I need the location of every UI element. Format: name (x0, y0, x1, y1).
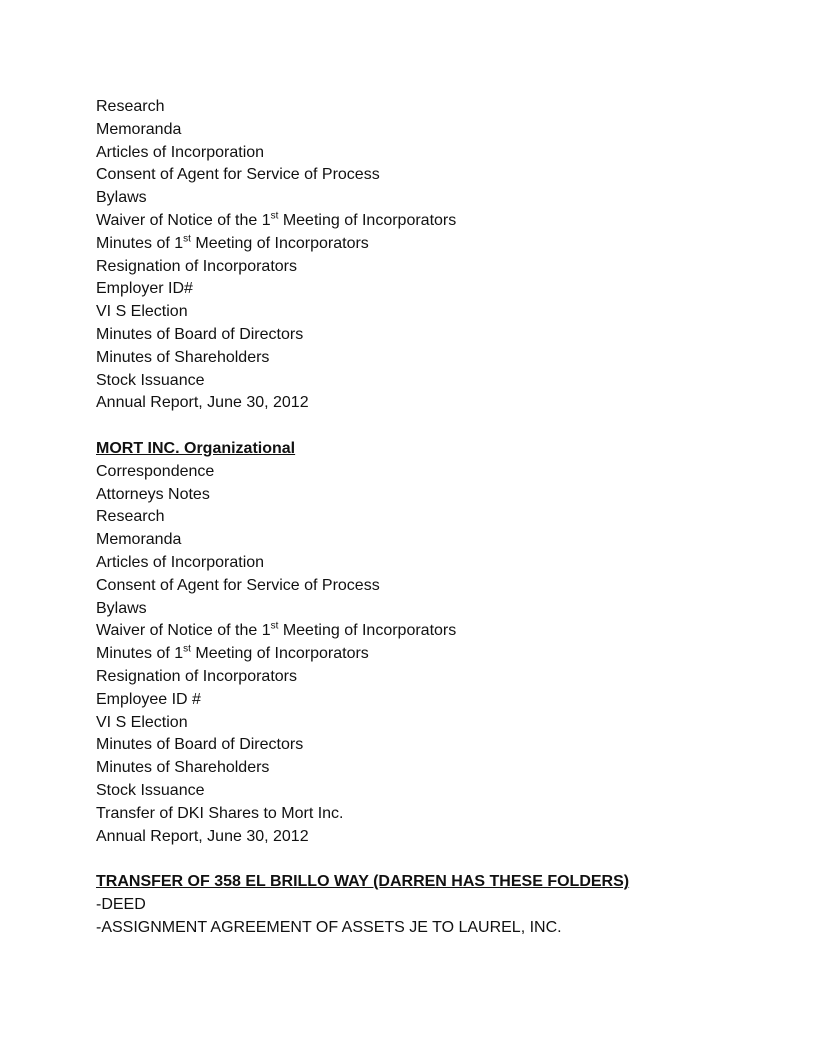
section-gap (96, 848, 736, 871)
section-gap (96, 415, 736, 438)
section2-items (96, 461, 736, 849)
section-continued-list (96, 96, 736, 415)
list-item: Employee ID # (96, 690, 201, 708)
list-item: Annual Report, June 30, 2012 (96, 827, 309, 845)
list-item: Minutes of Shareholders (96, 348, 270, 366)
list-item: VI S Election (96, 303, 188, 321)
list-item: Memoranda (96, 531, 182, 549)
list-item: Minutes of Board of Directors (96, 325, 304, 343)
list-item: Minutes of 1st Meeting of Incorporators (96, 233, 369, 252)
list-item: Consent of Agent for Service of Process (96, 166, 380, 184)
list-item: Minutes of Shareholders (96, 759, 270, 777)
list-item: Bylaws (96, 599, 147, 617)
list-item: Articles of Incorporation (96, 553, 265, 571)
list-item: Annual Report, June 30, 2012 (96, 394, 309, 412)
ordinal-superscript: st (183, 643, 191, 655)
ordinal-superscript: st (270, 621, 279, 632)
section-heading-transfer: TRANSFER OF 358 EL BRILLO WAY (DARREN HAS THESE FOLDERS) (96, 873, 630, 891)
list-item: Employer ID# (96, 280, 193, 298)
section1-items (96, 96, 736, 415)
ordinal-superscript: st (183, 233, 191, 245)
list-item: Bylaws (96, 189, 147, 207)
list-item: Waiver of Notice of the 1st Meeting of Incorporators (96, 210, 457, 229)
list-item: Attorneys Notes (96, 485, 210, 503)
list-item: Consent of Agent for Service of Process (96, 576, 380, 594)
list-item: Stock Issuance (96, 781, 205, 799)
section3-items (96, 894, 736, 940)
list-item: Memoranda (96, 120, 182, 138)
document-page (96, 96, 736, 939)
list-item: VI S Election (96, 713, 188, 731)
list-item: Resignation of Incorporators (96, 257, 297, 275)
list-item: Articles of Incorporation (96, 143, 265, 161)
list-item: -DEED (96, 895, 146, 913)
list-item: Research (96, 98, 165, 115)
list-item: Research (96, 508, 165, 526)
list-item: Minutes of 1st Meeting of Incorporators (96, 643, 369, 663)
section-transfer (96, 871, 736, 939)
list-item: -ASSIGNMENT AGREEMENT OF ASSETS JE TO LAUREL, INC. (96, 918, 562, 936)
list-item: Resignation of Incorporators (96, 667, 297, 685)
section-mort-inc (96, 438, 736, 848)
list-item: Transfer of DKI Shares to Mort Inc. (96, 804, 344, 822)
list-item: Correspondence (96, 462, 215, 480)
list-item: Minutes of Board of Directors (96, 736, 304, 754)
ordinal-superscript: st (270, 210, 279, 222)
list-item: Waiver of Notice of the 1st Meeting of Incorporators (96, 621, 457, 640)
list-item: Stock Issuance (96, 371, 205, 389)
section-heading-mort-inc: MORT INC. Organizational (96, 439, 296, 457)
